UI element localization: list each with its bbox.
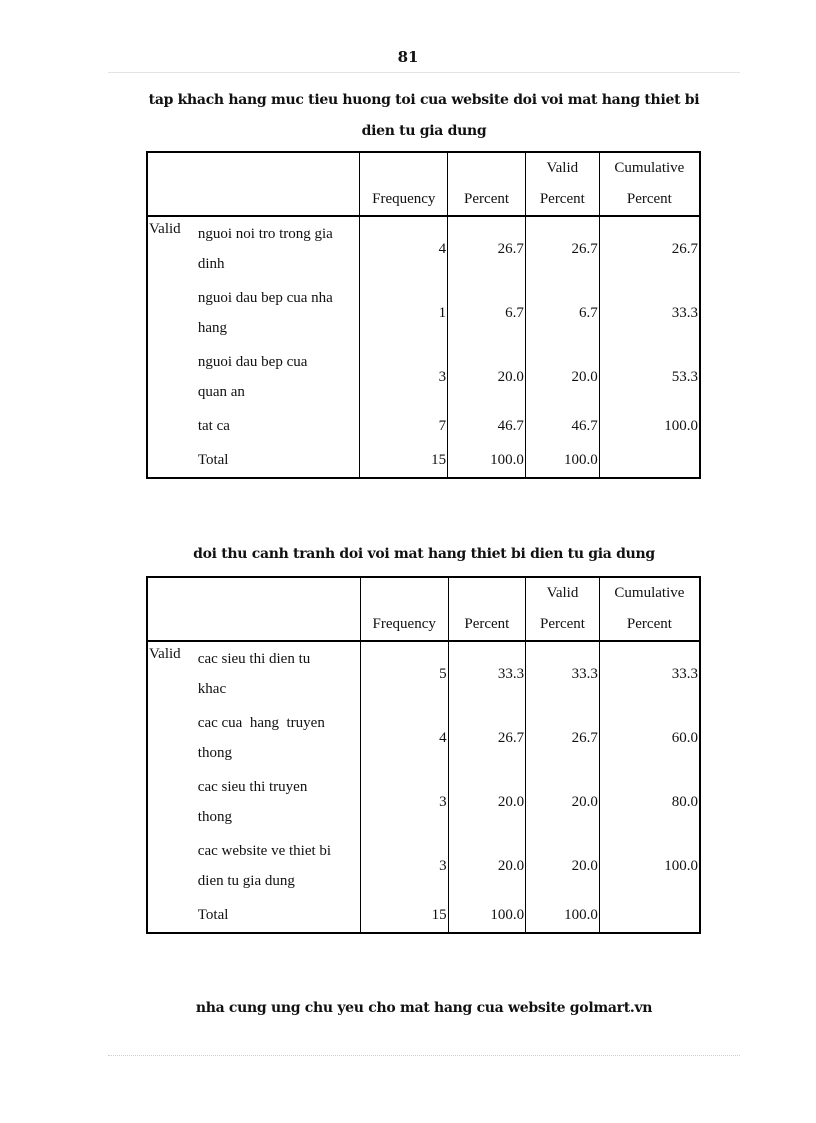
table1-valid-label: Valid <box>147 216 197 478</box>
frequency-cell: 5 <box>360 641 448 706</box>
cumulative-percent-cell: 60.0 <box>599 706 700 770</box>
frequency-cell: 3 <box>360 770 448 834</box>
percent-cell: 20.0 <box>448 770 526 834</box>
table-row <box>147 770 700 834</box>
frequency-cell: 3 <box>360 834 448 898</box>
table3-title: nha cung ung chu yeu cho mat hang cua website golmart.vn <box>195 1000 653 1016</box>
table2-col-cumulative-top: Cumulative <box>599 577 700 609</box>
cumulative-percent-cell: 33.3 <box>599 281 700 345</box>
table1-corner-cell <box>147 152 360 216</box>
table2-corner-cell <box>147 577 360 641</box>
table-row-total <box>147 443 700 478</box>
valid-percent-cell: 20.0 <box>526 834 600 898</box>
table-row <box>147 216 700 281</box>
percent-cell: 100.0 <box>448 443 526 478</box>
table1-title-line1: tap khach hang muc tieu huong toi cua website doi voi mat hang thiet bi <box>148 92 700 108</box>
cumulative-percent-cell: 53.3 <box>599 345 700 409</box>
valid-percent-cell: 26.7 <box>525 216 599 281</box>
frequency-cell: 4 <box>360 706 448 770</box>
table2-valid-label: Valid <box>147 641 197 933</box>
table1-col-frequency: Frequency <box>360 184 448 216</box>
row-label: nguoi noi tro trong gia dinh <box>197 216 360 281</box>
percent-cell: 26.7 <box>448 706 526 770</box>
row-label: cac sieu thi truyen thong <box>197 770 361 834</box>
cumulative-percent-cell: 80.0 <box>599 770 700 834</box>
table-row <box>147 641 700 706</box>
table2-col-frequency: Frequency <box>360 609 448 641</box>
table2-col-valid-percent-top: Valid <box>526 577 600 609</box>
table-row <box>147 345 700 409</box>
table-row <box>147 834 700 898</box>
footer-rule <box>108 1055 740 1056</box>
cumulative-percent-cell: 33.3 <box>599 641 700 706</box>
table1-col-valid-percent-bottom: Percent <box>525 184 599 216</box>
row-label: nguoi dau bep cua nha hang <box>197 281 360 345</box>
cumulative-percent-cell: 26.7 <box>599 216 700 281</box>
row-label: Total <box>197 898 361 933</box>
row-label: Total <box>197 443 360 478</box>
cumulative-percent-cell: 100.0 <box>599 409 700 443</box>
row-label: cac website ve thiet bi dien tu gia dung <box>197 834 361 898</box>
valid-percent-cell: 100.0 <box>526 898 600 933</box>
valid-percent-cell: 26.7 <box>526 706 600 770</box>
page-number: 81 <box>397 48 419 66</box>
cumulative-percent-cell <box>599 898 700 933</box>
cumulative-percent-cell: 100.0 <box>599 834 700 898</box>
valid-percent-cell: 20.0 <box>525 345 599 409</box>
frequency-cell: 7 <box>360 409 448 443</box>
frequency-cell: 4 <box>360 216 448 281</box>
table1-col-percent: Percent <box>448 184 526 216</box>
table1-col-valid-percent-top: Valid <box>525 152 599 184</box>
frequency-table-competitors <box>146 576 701 934</box>
valid-percent-cell: 33.3 <box>526 641 600 706</box>
table2-col-cumulative-bottom: Percent <box>599 609 700 641</box>
table-row <box>147 281 700 345</box>
row-label: cac cua hang truyen thong <box>197 706 361 770</box>
percent-cell: 20.0 <box>448 834 526 898</box>
table-row <box>147 706 700 770</box>
table-row <box>147 409 700 443</box>
percent-cell: 26.7 <box>448 216 526 281</box>
table1-col-cumulative-top: Cumulative <box>599 152 700 184</box>
percent-cell: 6.7 <box>448 281 526 345</box>
table1-title-line2: dien tu gia dung <box>361 123 487 139</box>
frequency-cell: 3 <box>360 345 448 409</box>
valid-percent-cell: 100.0 <box>525 443 599 478</box>
valid-percent-cell: 6.7 <box>525 281 599 345</box>
frequency-table-target-customers <box>146 151 701 479</box>
frequency-cell: 1 <box>360 281 448 345</box>
frequency-cell: 15 <box>360 443 448 478</box>
table1-col-cumulative-bottom: Percent <box>599 184 700 216</box>
percent-cell: 100.0 <box>448 898 526 933</box>
percent-cell: 46.7 <box>448 409 526 443</box>
table2-col-percent: Percent <box>448 609 526 641</box>
percent-cell: 20.0 <box>448 345 526 409</box>
cumulative-percent-cell <box>599 443 700 478</box>
valid-percent-cell: 46.7 <box>525 409 599 443</box>
table1-title <box>108 85 740 147</box>
row-label: tat ca <box>197 409 360 443</box>
row-label: nguoi dau bep cua quan an <box>197 345 360 409</box>
row-label: cac sieu thi dien tu khac <box>197 641 361 706</box>
table2-title: doi thu canh tranh doi voi mat hang thiet bi dien tu gia dung <box>193 546 655 562</box>
header-rule <box>108 72 740 73</box>
table2-col-valid-percent-bottom: Percent <box>526 609 600 641</box>
valid-percent-cell: 20.0 <box>526 770 600 834</box>
frequency-cell: 15 <box>360 898 448 933</box>
table-row-total <box>147 898 700 933</box>
percent-cell: 33.3 <box>448 641 526 706</box>
